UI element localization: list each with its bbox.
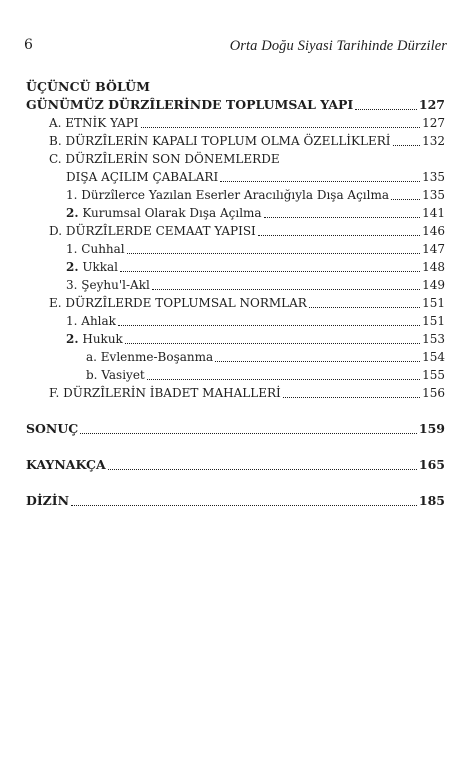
toc-entry-dizin (26, 492, 445, 510)
page-number: 6 (24, 37, 33, 53)
toc-entry-b (49, 132, 445, 150)
toc-entry-text (66, 312, 116, 330)
toc-dot-leader (71, 504, 417, 506)
toc-entry-d1 (66, 240, 445, 258)
toc-entry-number: 2. (66, 206, 79, 220)
toc-entry-number: 1. (66, 188, 78, 202)
toc-entry-sonuc (26, 420, 445, 438)
toc-entry-e2a (86, 348, 445, 366)
toc-dot-leader (80, 432, 417, 434)
toc-entry-page: 156 (422, 386, 445, 400)
toc-dot-leader (264, 216, 421, 218)
toc-entry-title: Şeyhu'l-Akl (81, 278, 150, 292)
toc-entry-page: 159 (418, 421, 445, 436)
running-header-title: Orta Doğu Siyasi Tarihinde Dürziler (229, 38, 447, 54)
toc-entry-title: Dürzîlerce Yazılan Eserler Aracılığıyla Dışa Açılma (81, 188, 390, 202)
toc-entry-d (49, 222, 445, 240)
toc-entry-number: b. (86, 368, 98, 382)
toc-entry-page: 127 (422, 116, 445, 130)
toc-entry-number: 3. (66, 278, 78, 292)
toc-entry-page: 165 (418, 457, 445, 472)
toc-entry-text (66, 276, 150, 294)
toc-entry-a (49, 114, 445, 132)
toc-entry-page: 135 (422, 170, 445, 184)
toc-entry-kaynakca (26, 456, 445, 474)
toc-entry-number: 1. (66, 242, 78, 256)
toc-entry-text: KAYNAKÇA (26, 457, 106, 472)
toc-entry-text: GÜNÜMÜZ DÜRZÎLERİNDE TOPLUMSAL YAPI (26, 97, 354, 112)
toc-entry-page: 154 (422, 350, 445, 364)
toc-entry-text (66, 186, 389, 204)
toc-entry-page: 132 (422, 134, 445, 148)
toc-dot-leader (393, 144, 421, 146)
toc-dot-leader (215, 360, 420, 362)
toc-entry-page: 147 (422, 242, 445, 256)
toc-entry-page: 135 (422, 188, 445, 202)
toc-entry-page: 127 (418, 97, 445, 112)
toc-entry-chapter-title (26, 96, 445, 114)
toc-entry-c1 (66, 186, 445, 204)
toc-entry-page: 153 (422, 332, 445, 346)
toc-dot-leader (118, 324, 420, 326)
toc-entry-text (66, 204, 262, 222)
toc-dot-leader (147, 378, 420, 380)
toc-entry-title: Ahlak (81, 314, 116, 328)
toc-entry-text: DİZİN (26, 493, 70, 508)
toc-entry-page: 149 (422, 278, 445, 292)
toc-entry-title: Evlenme-Boşanma (100, 350, 214, 364)
toc-entry-d2 (66, 258, 445, 276)
toc-chapter-label: ÜÇÜNCÜ BÖLÜM (26, 79, 151, 94)
toc-entry-e2b (86, 366, 445, 384)
toc-entry-number: 2. (66, 332, 79, 346)
toc-entry-e2 (66, 330, 445, 348)
toc-dot-leader (152, 288, 420, 290)
toc-entry-title: Vasiyet (101, 368, 145, 382)
toc-entry-text: DIŞA AÇILIM ÇABALARI (66, 170, 219, 184)
toc-entry-page: 155 (422, 368, 445, 382)
toc-entry-text: B. DÜRZÎLERİN KAPALI TOPLUM OLMA ÖZELLİKLERİ (49, 134, 391, 148)
toc-entry-page: 151 (422, 296, 445, 310)
toc-entry-c2 (66, 204, 445, 222)
toc-entry-text: SONUÇ (26, 421, 79, 436)
toc-entry-d3 (66, 276, 445, 294)
toc-entry-text (86, 366, 145, 384)
toc-dot-leader (309, 306, 420, 308)
toc-entry-page: 141 (422, 206, 445, 220)
toc-dot-leader (391, 198, 420, 200)
toc-entry-e1 (66, 312, 445, 330)
toc-entry-text (66, 330, 123, 348)
toc-entry-number: 2. (66, 260, 79, 274)
toc-entry-page: 151 (422, 314, 445, 328)
toc-entry-number: a. (86, 350, 97, 364)
toc-entry-number: 1. (66, 314, 78, 328)
toc-dot-leader (355, 108, 417, 110)
toc-entry-text: A. ETNİK YAPI (49, 116, 139, 130)
toc-entry-text (66, 240, 125, 258)
toc-entry-c-line2 (66, 168, 445, 186)
toc-entry-c-line1: C. DÜRZÎLERİN SON DÖNEMLERDE (49, 152, 280, 166)
toc-entry-e (49, 294, 445, 312)
toc-entry-title: Kurumsal Olarak Dışa Açılma (82, 206, 262, 220)
toc-entry-title: Cuhhal (81, 242, 125, 256)
toc-dot-leader (108, 468, 417, 470)
toc-entry-text (86, 348, 213, 366)
toc-entry-page: 146 (422, 224, 445, 238)
toc-entry-page: 185 (418, 493, 445, 508)
toc-entry-title: Hukuk (82, 332, 123, 346)
toc-entry-text: F. DÜRZÎLERİN İBADET MAHALLERİ (49, 386, 281, 400)
toc-entry-title: Ukkal (82, 260, 119, 274)
toc-entry-page: 148 (422, 260, 445, 274)
toc-dot-leader (120, 270, 420, 272)
toc-entry-text: E. DÜRZÎLERDE TOPLUMSAL NORMLAR (49, 296, 307, 310)
toc-entry-text (66, 258, 118, 276)
toc-dot-leader (125, 342, 420, 344)
toc-dot-leader (283, 396, 420, 398)
toc-dot-leader (127, 252, 420, 254)
toc-entry-f (49, 384, 445, 402)
toc-dot-leader (220, 180, 420, 182)
toc-dot-leader (141, 126, 421, 128)
toc-entry-text: D. DÜRZÎLERDE CEMAAT YAPISI (49, 224, 256, 238)
toc-dot-leader (258, 234, 420, 236)
